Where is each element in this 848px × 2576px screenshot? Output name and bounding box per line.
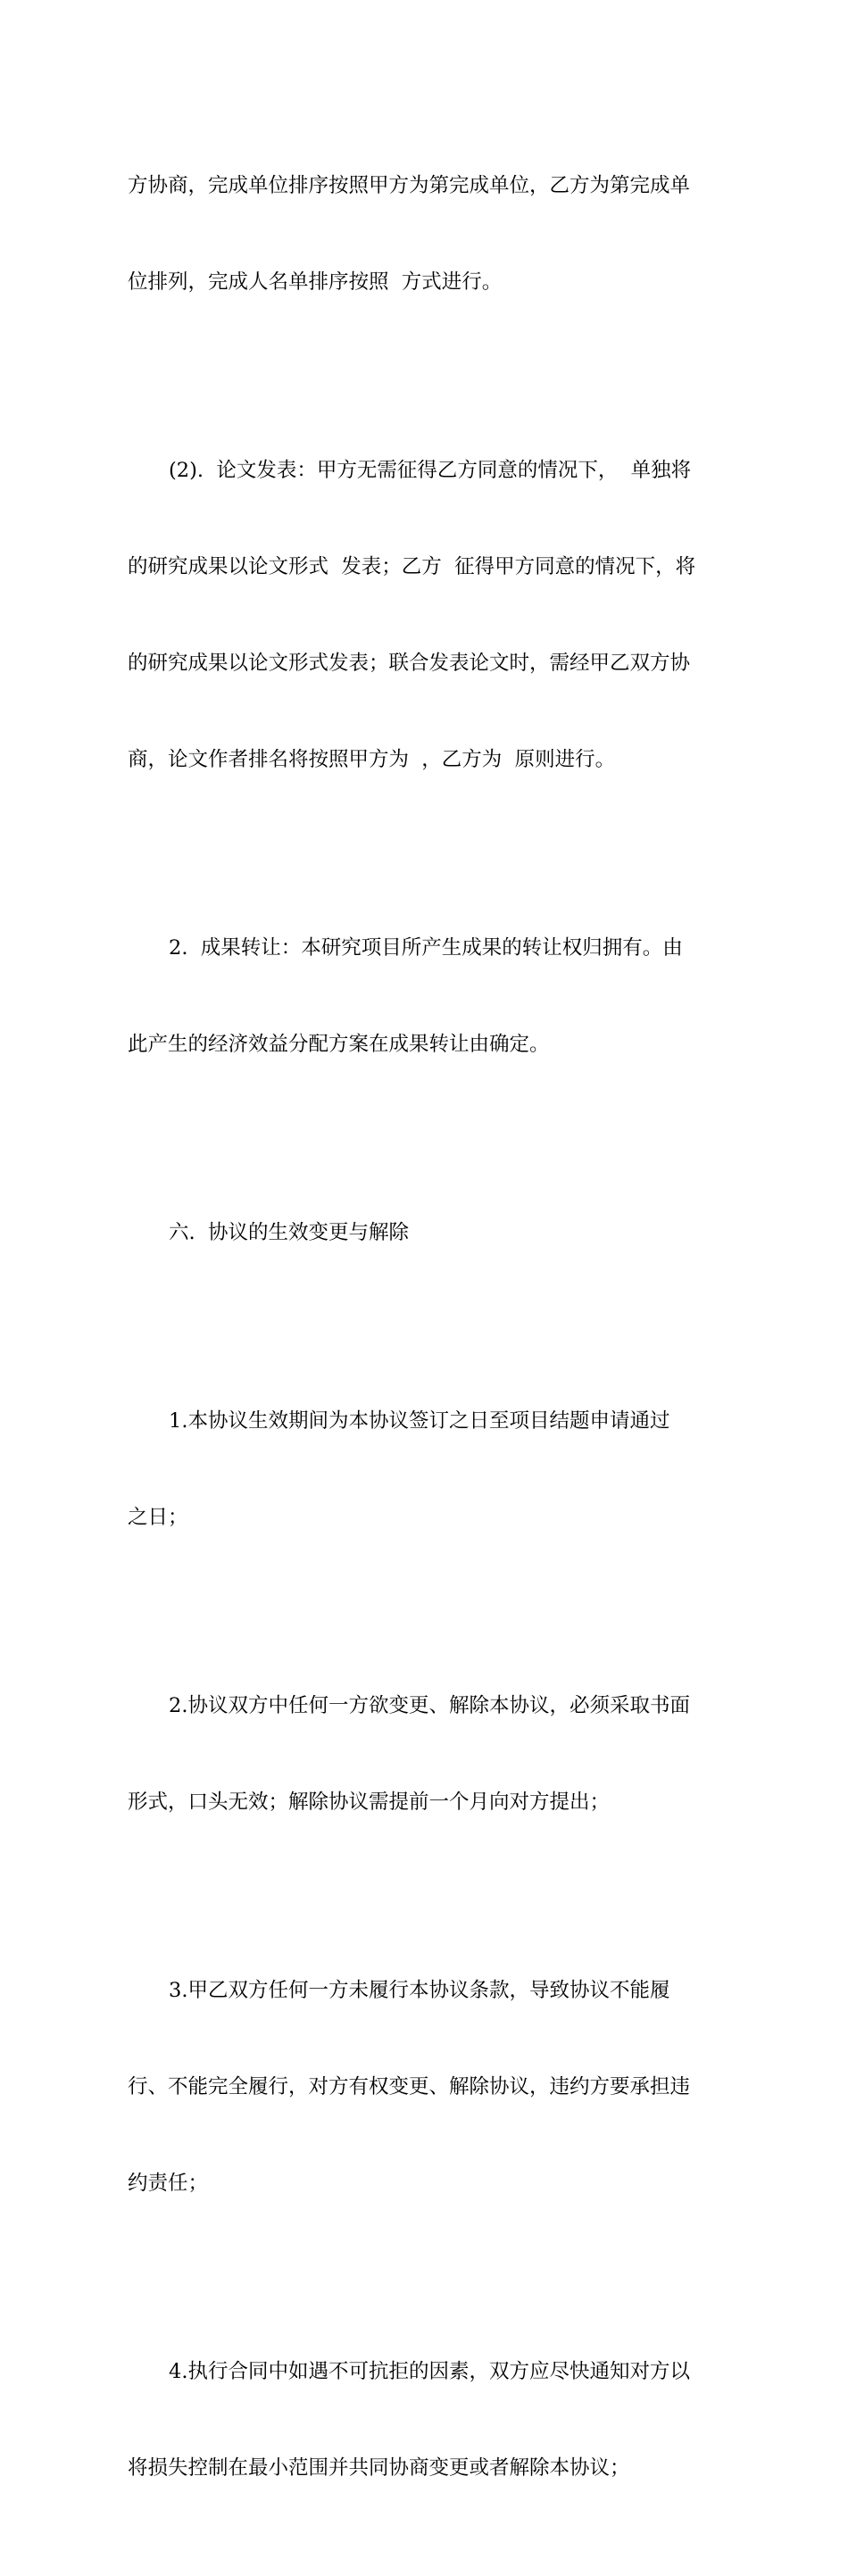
text-line: 2. 成果转让：本研究项目所产生成果的转让权归拥有。由: [169, 936, 683, 960]
text-line: 位排列，完成人名单排序按照 方式进行。: [128, 270, 503, 294]
text-line: 之日；: [128, 1506, 188, 1529]
paragraph-completion-order: [128, 105, 720, 362]
text-line: 2.协议双方中任何一方欲变更、解除本协议，必须采取书面: [169, 1694, 690, 1717]
paragraph-paper-publication: [128, 390, 720, 840]
text-line: 方协商，完成单位排序按照甲方为第完成单位，乙方为第完成单: [128, 174, 691, 197]
text-line: 4.执行合同中如遇不可抗拒的因素，双方应尽快通知对方以: [169, 2360, 690, 2383]
clause-3-breach: [128, 1910, 720, 2264]
text-line: 形式，口头无效；解除协议需提前一个月向对方提出；: [128, 1791, 611, 1814]
text-line: 1.本协议生效期间为本协议签订之日至项目结题申请通过: [169, 1409, 670, 1433]
clause-1-effective-period: [128, 1341, 720, 1598]
paragraph-result-transfer: [128, 868, 720, 1125]
document-page: [128, 105, 720, 2576]
text-line: 约责任；: [128, 2172, 209, 2195]
section-heading-effect-change-termination: [128, 1152, 720, 1313]
text-line: 的研究成果以论文形式发表；联合发表论文时，需经甲乙双方协: [128, 652, 691, 675]
text-line: (2). 论文发表：甲方无需征得乙方同意的情况下， 单独将: [169, 459, 692, 482]
text-line: 的研究成果以论文形式 发表；乙方 征得甲方同意的情况下，将: [128, 555, 696, 578]
text-line: 行、不能完全履行，对方有权变更、解除协议，违约方要承担违: [128, 2075, 691, 2098]
text-line: 将损失控制在最小范围并共同协商变更或者解除本协议；: [128, 2456, 630, 2480]
text-line: 此产生的经济效益分配方案在成果转让由确定。: [128, 1033, 550, 1056]
text-line: 六. 协议的生效变更与解除: [169, 1221, 409, 1244]
clause-2-change-termination: [128, 1625, 720, 1882]
text-line: 商，论文作者排名将按照甲方为 ，乙方为 原则进行。: [128, 748, 616, 771]
text-line: 3.甲乙双方任何一方未履行本协议条款，导致协议不能履: [169, 1979, 670, 2002]
clause-4-force-majeure: [128, 2291, 720, 2548]
